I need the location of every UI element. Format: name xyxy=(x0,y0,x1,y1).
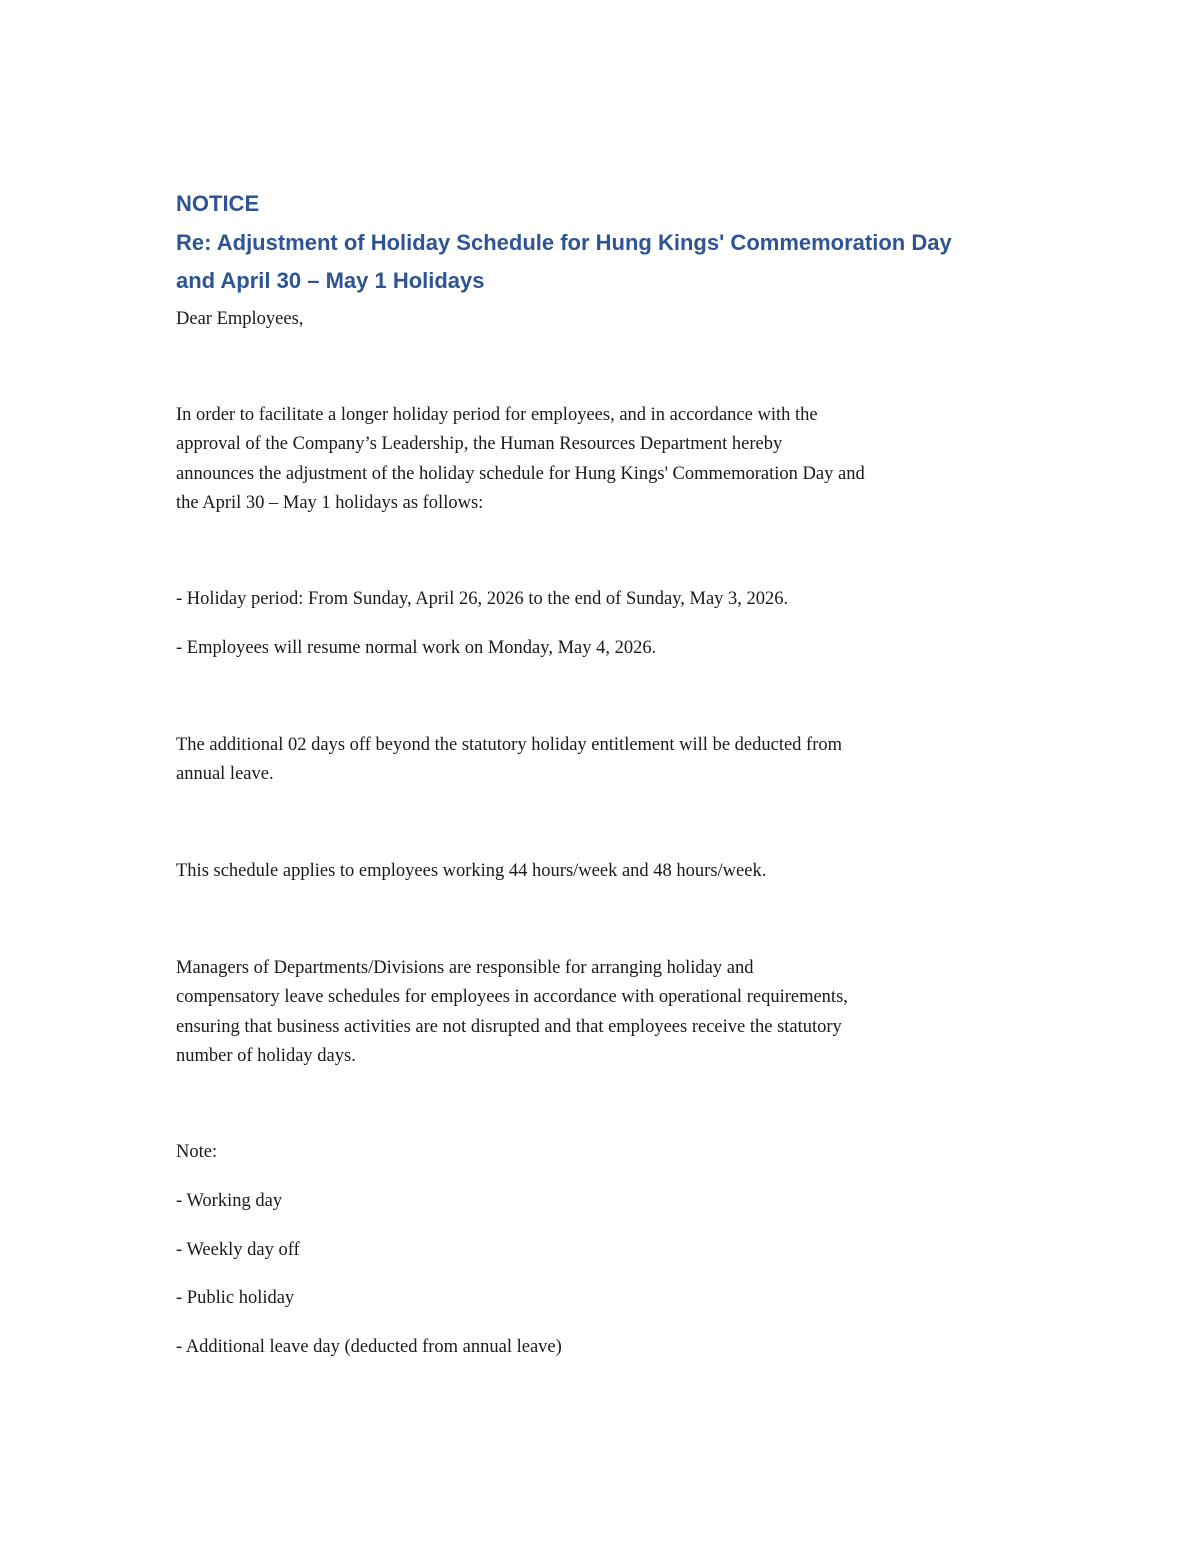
notice-label: NOTICE xyxy=(176,191,260,216)
intro-line: In order to facilitate a longer holiday period for employees, and in accordance with the xyxy=(176,405,818,425)
subject-line-1: Re: Adjustment of Holiday Schedule for Hung Kings' Commemoration Day xyxy=(176,230,952,255)
applies-to-paragraph: This schedule applies to employees working 44 hours/week and 48 hours/week. xyxy=(176,861,767,881)
managers-line: compensatory leave schedules for employees in accordance with operational requirements, xyxy=(176,987,848,1007)
note-label: Note: xyxy=(176,1142,218,1162)
note-item: - Weekly day off xyxy=(176,1240,300,1260)
resume-work-item: - Employees will resume normal work on Monday, May 4, 2026. xyxy=(176,638,657,658)
intro-line: announces the adjustment of the holiday schedule for Hung Kings' Commemoration Day and xyxy=(176,464,865,484)
intro-line: approval of the Company’s Leadership, the Human Resources Department hereby xyxy=(176,434,783,454)
managers-line: number of holiday days. xyxy=(176,1046,356,1066)
salutation: Dear Employees, xyxy=(176,309,304,329)
deduction-line: The additional 02 days off beyond the statutory holiday entitlement will be deducted from xyxy=(176,735,843,755)
deduction-line: annual leave. xyxy=(176,764,274,784)
subject-line-2: and April 30 – May 1 Holidays xyxy=(176,268,485,293)
note-item: - Public holiday xyxy=(176,1288,295,1308)
managers-line: Managers of Departments/Divisions are responsible for arranging holiday and xyxy=(176,958,754,978)
holiday-period-item: - Holiday period: From Sunday, April 26, 2026 to the end of Sunday, May 3, 2026. xyxy=(176,589,789,609)
note-item: - Additional leave day (deducted from annual leave) xyxy=(176,1337,562,1357)
managers-line: ensuring that business activities are not disrupted and that employees receive the statutory xyxy=(176,1017,842,1037)
intro-line: the April 30 – May 1 holidays as follows: xyxy=(176,493,484,513)
note-item: - Working day xyxy=(176,1191,283,1211)
